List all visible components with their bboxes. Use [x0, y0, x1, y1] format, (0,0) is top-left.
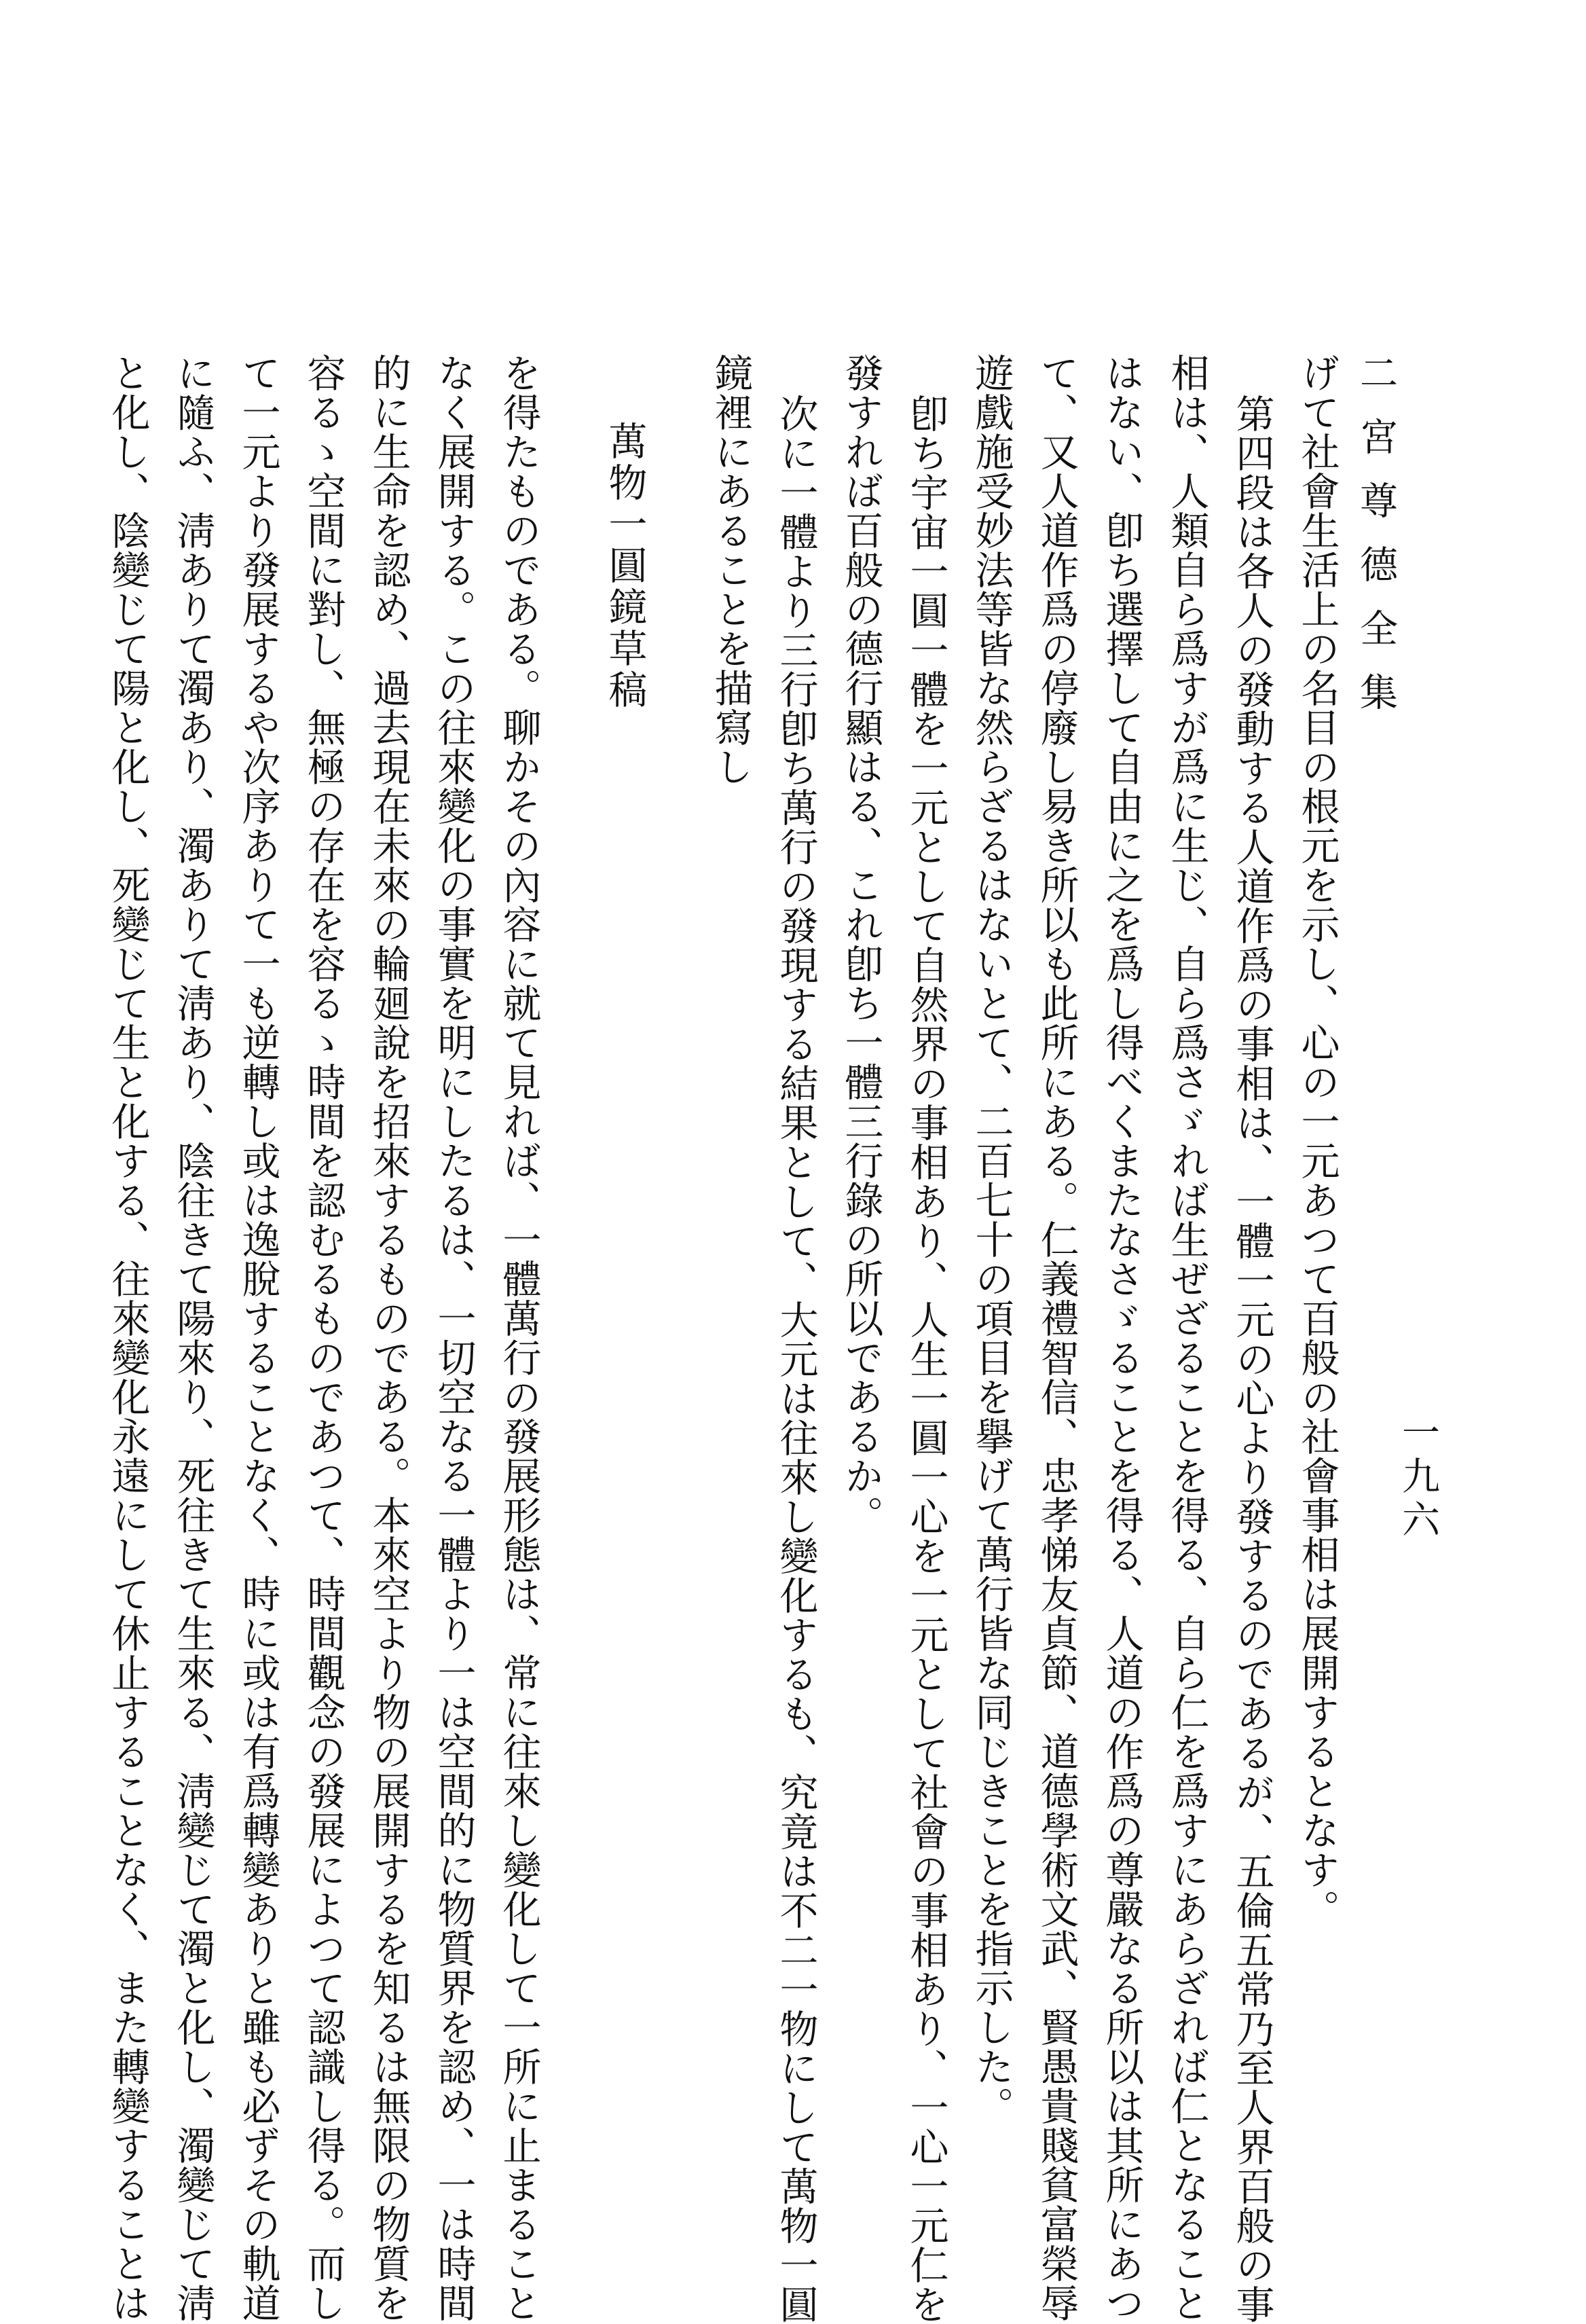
book-title: 二宮尊德全集 — [1354, 353, 1398, 736]
text-line: げて社會生活上の名目の根元を示し、心の一元あつて百般の社會事相は展開するとなす。 — [1295, 353, 1340, 1929]
text-line: て、又人道作爲の停廢し易き所以も此所にある。仁義禮智信、忠孝悌友貞節、道德學術文武、賢愚貴賤貧富榮辱 — [1034, 353, 1079, 2323]
text-line: と化し、陰變じて陽と化し、死變じて生と化する、往來變化永遠にして休止することなく、また轉變することは — [105, 353, 150, 2323]
body-text — [95, 353, 1350, 2324]
text-line: 的に生命を認め、過去現在未來の輪廻說を招來するものである。本來空より物の展開するを知るは無限の物質を — [366, 353, 411, 2323]
text-line: 次に一體より三行卽ち萬行の發現する結果として、大元は往來し變化するも、究竟は不二一物にして萬物一圓 — [773, 394, 818, 2324]
text-line: 容るゝ空間に對し、無極の存在を容るゝ時間を認むるものであつて、時間觀念の發展によつて認識し得る。而し — [301, 353, 346, 2323]
text-line: 相は、人類自ら爲すが爲に生じ、自ら爲さゞれば生ぜざることを得る、自ら仁を爲すにあらざれば仁となること — [1164, 353, 1209, 2323]
text-line: 發すれば百般の德行顯はる、これ卽ち一體三行錄の所以であるか。 — [838, 353, 883, 1535]
text-line: て一元より發展するや次序ありて一も逆轉し或は逸脫することなく、時に或は有爲轉變ありと雖も必ずその軌道 — [236, 353, 280, 2323]
section-heading: 萬物一圓鏡草稿 — [602, 421, 647, 711]
text-line: 第四段は各人の發動する人道作爲の事相は、一體一元の心より發するのであるが、五倫五常乃至人界百般の事 — [1230, 394, 1274, 2324]
text-line: 遊戲施受妙法等皆な然らざるはないとて、二百七十の項目を擧げて萬行皆な同じきことを指示した。 — [969, 353, 1014, 2126]
text-line: に隨ふ、淸ありて濁あり、濁ありて淸あり、陰往きて陽來り、死往きて生來る、淸變じて濁と化し、濁變じて淸 — [170, 353, 215, 2323]
text-line: はない、卽ち選擇して自由に之を爲し得べくまたなさゞることを得る、人道の作爲の尊嚴なる所以は其所にあつ — [1099, 353, 1144, 2323]
text-line: 卽ち宇宙一圓一體を一元として自然界の事相あり、人生一圓一心を一元として社會の事相あり、一心一元仁を — [904, 394, 948, 2324]
page-number: 一九六 — [1396, 1413, 1440, 1543]
text-line: を得たものである。聊かその內容に就て見れば、一體萬行の發展形態は、常に往來し變化して一所に止まること — [496, 353, 541, 2323]
text-line: なく展開する。この往來變化の事實を明にしたるは、一切空なる一體より一は空間的に物質界を認め、一は時間 — [431, 353, 476, 2323]
text-line: 鏡裡にあることを描寫し — [708, 353, 753, 786]
